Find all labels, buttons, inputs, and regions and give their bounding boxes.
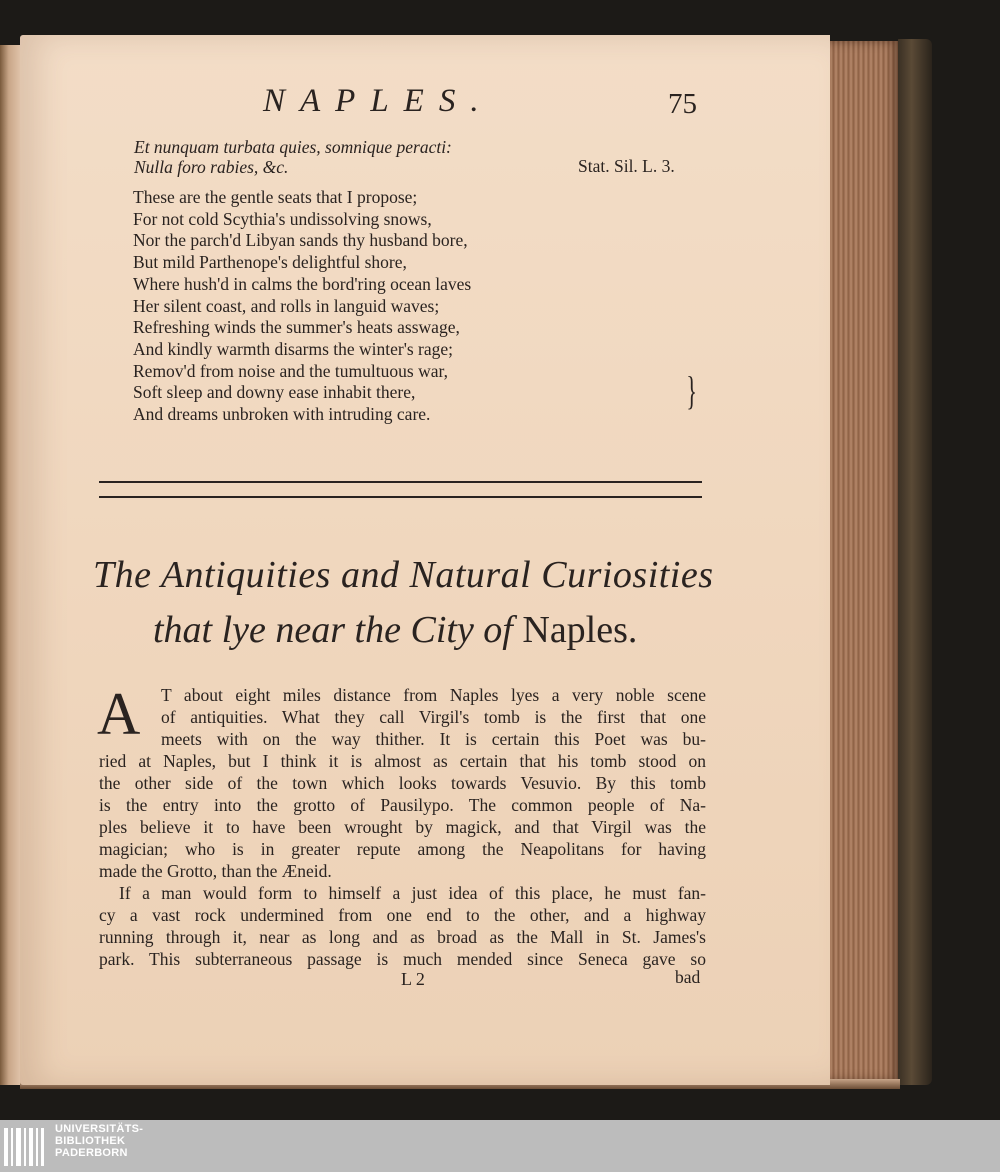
body-line: cy a vast rock undermined from one end to the other, and a highway [99,905,706,925]
body-line: T about eight miles distance from Naples lyes a very noble scene [161,685,706,705]
body-line: of antiquities. What they call Virgil's tomb is the first that one [161,707,706,727]
body-line: the other side of the town which looks towards Vesuvio. By this tomb [99,773,706,793]
footer-bar [0,1120,1000,1172]
section-rule-thick [99,481,702,483]
library-barcode-logo-icon [4,1126,50,1168]
body-line: meets with on the way thither. It is certain this Poet was bu- [161,729,706,749]
book-fore-edge [828,41,900,1081]
catchword: bad [675,967,701,987]
institution-line: BIBLIOTHEK [55,1135,126,1147]
poem-line: These are the gentle seats that I propose; [133,187,418,207]
body-line: ried at Naples, but I think it is almost as certain that his tomb stood on [99,751,706,771]
poem-line: Nor the parch'd Libyan sands thy husband bore, [133,230,468,251]
poem-line: For not cold Scythia's undissolving snows, [133,208,432,229]
section-title-line-2 [153,608,637,652]
poem-line: Refreshing winds the summer's heats asswage, [133,317,460,338]
latin-quote-line-2: Nulla foro rabies, &c. [134,157,289,177]
poem-block [133,187,471,426]
drop-cap: A [97,681,141,747]
body-line: park. This subterraneous passage is much mended since Seneca gave so [99,949,706,969]
triplet-brace-icon: } [686,368,697,413]
poem-line: Soft sleep and downy ease inhabit there, [133,382,416,403]
poem-line: And dreams unbroken with intruding care. [133,404,431,425]
section-title-city: Naples. [522,609,638,651]
poem-line: Her silent coast, and rolls in languid waves; [133,295,440,316]
body-line: made the Grotto, than the Æneid. [99,861,332,881]
page-number: 75 [668,88,697,120]
section-title-line-1: The Antiquities and Natural Curiosities [93,554,714,596]
quote-citation: Stat. Sil. L. 3. [578,156,675,176]
institution-line: PADERBORN [55,1147,128,1159]
poem-line: Where hush'd in calms the bord'ring ocean laves [133,273,472,294]
book-cover-board [898,39,932,1085]
signature-mark: L 2 [401,969,425,989]
poem-line: And kindly warmth disarms the winter's rage; [133,338,454,359]
section-rule-thin [99,496,702,498]
body-line: is the entry into the grotto of Pausilypo. The common people of Na- [99,795,706,815]
body-line: running through it, near as long and as broad as the Mall in St. James's [99,927,706,947]
body-line: magician; who is in greater repute among the Neapolitans for having [99,839,706,859]
poem-line: But mild Parthenope's delightful shore, [133,252,407,273]
latin-quote-line-1: Et nunquam turbata quies, somnique peracti: [134,137,452,157]
institution-line: UNIVERSITÄTS- [55,1123,144,1135]
poem-line: Remov'd from noise and the tumultuous war, [133,360,448,381]
body-line: ples believe it to have been wrought by magick, and that Virgil was the [99,817,706,837]
page-gutter-edge [0,45,22,1085]
running-head: NAPLES. [263,83,494,119]
body-line: If a man would form to himself a just idea of this place, he must fan- [119,883,706,903]
section-title-text: that lye near the City of [153,609,513,651]
institution-name [55,1123,143,1159]
body-text [97,681,706,970]
